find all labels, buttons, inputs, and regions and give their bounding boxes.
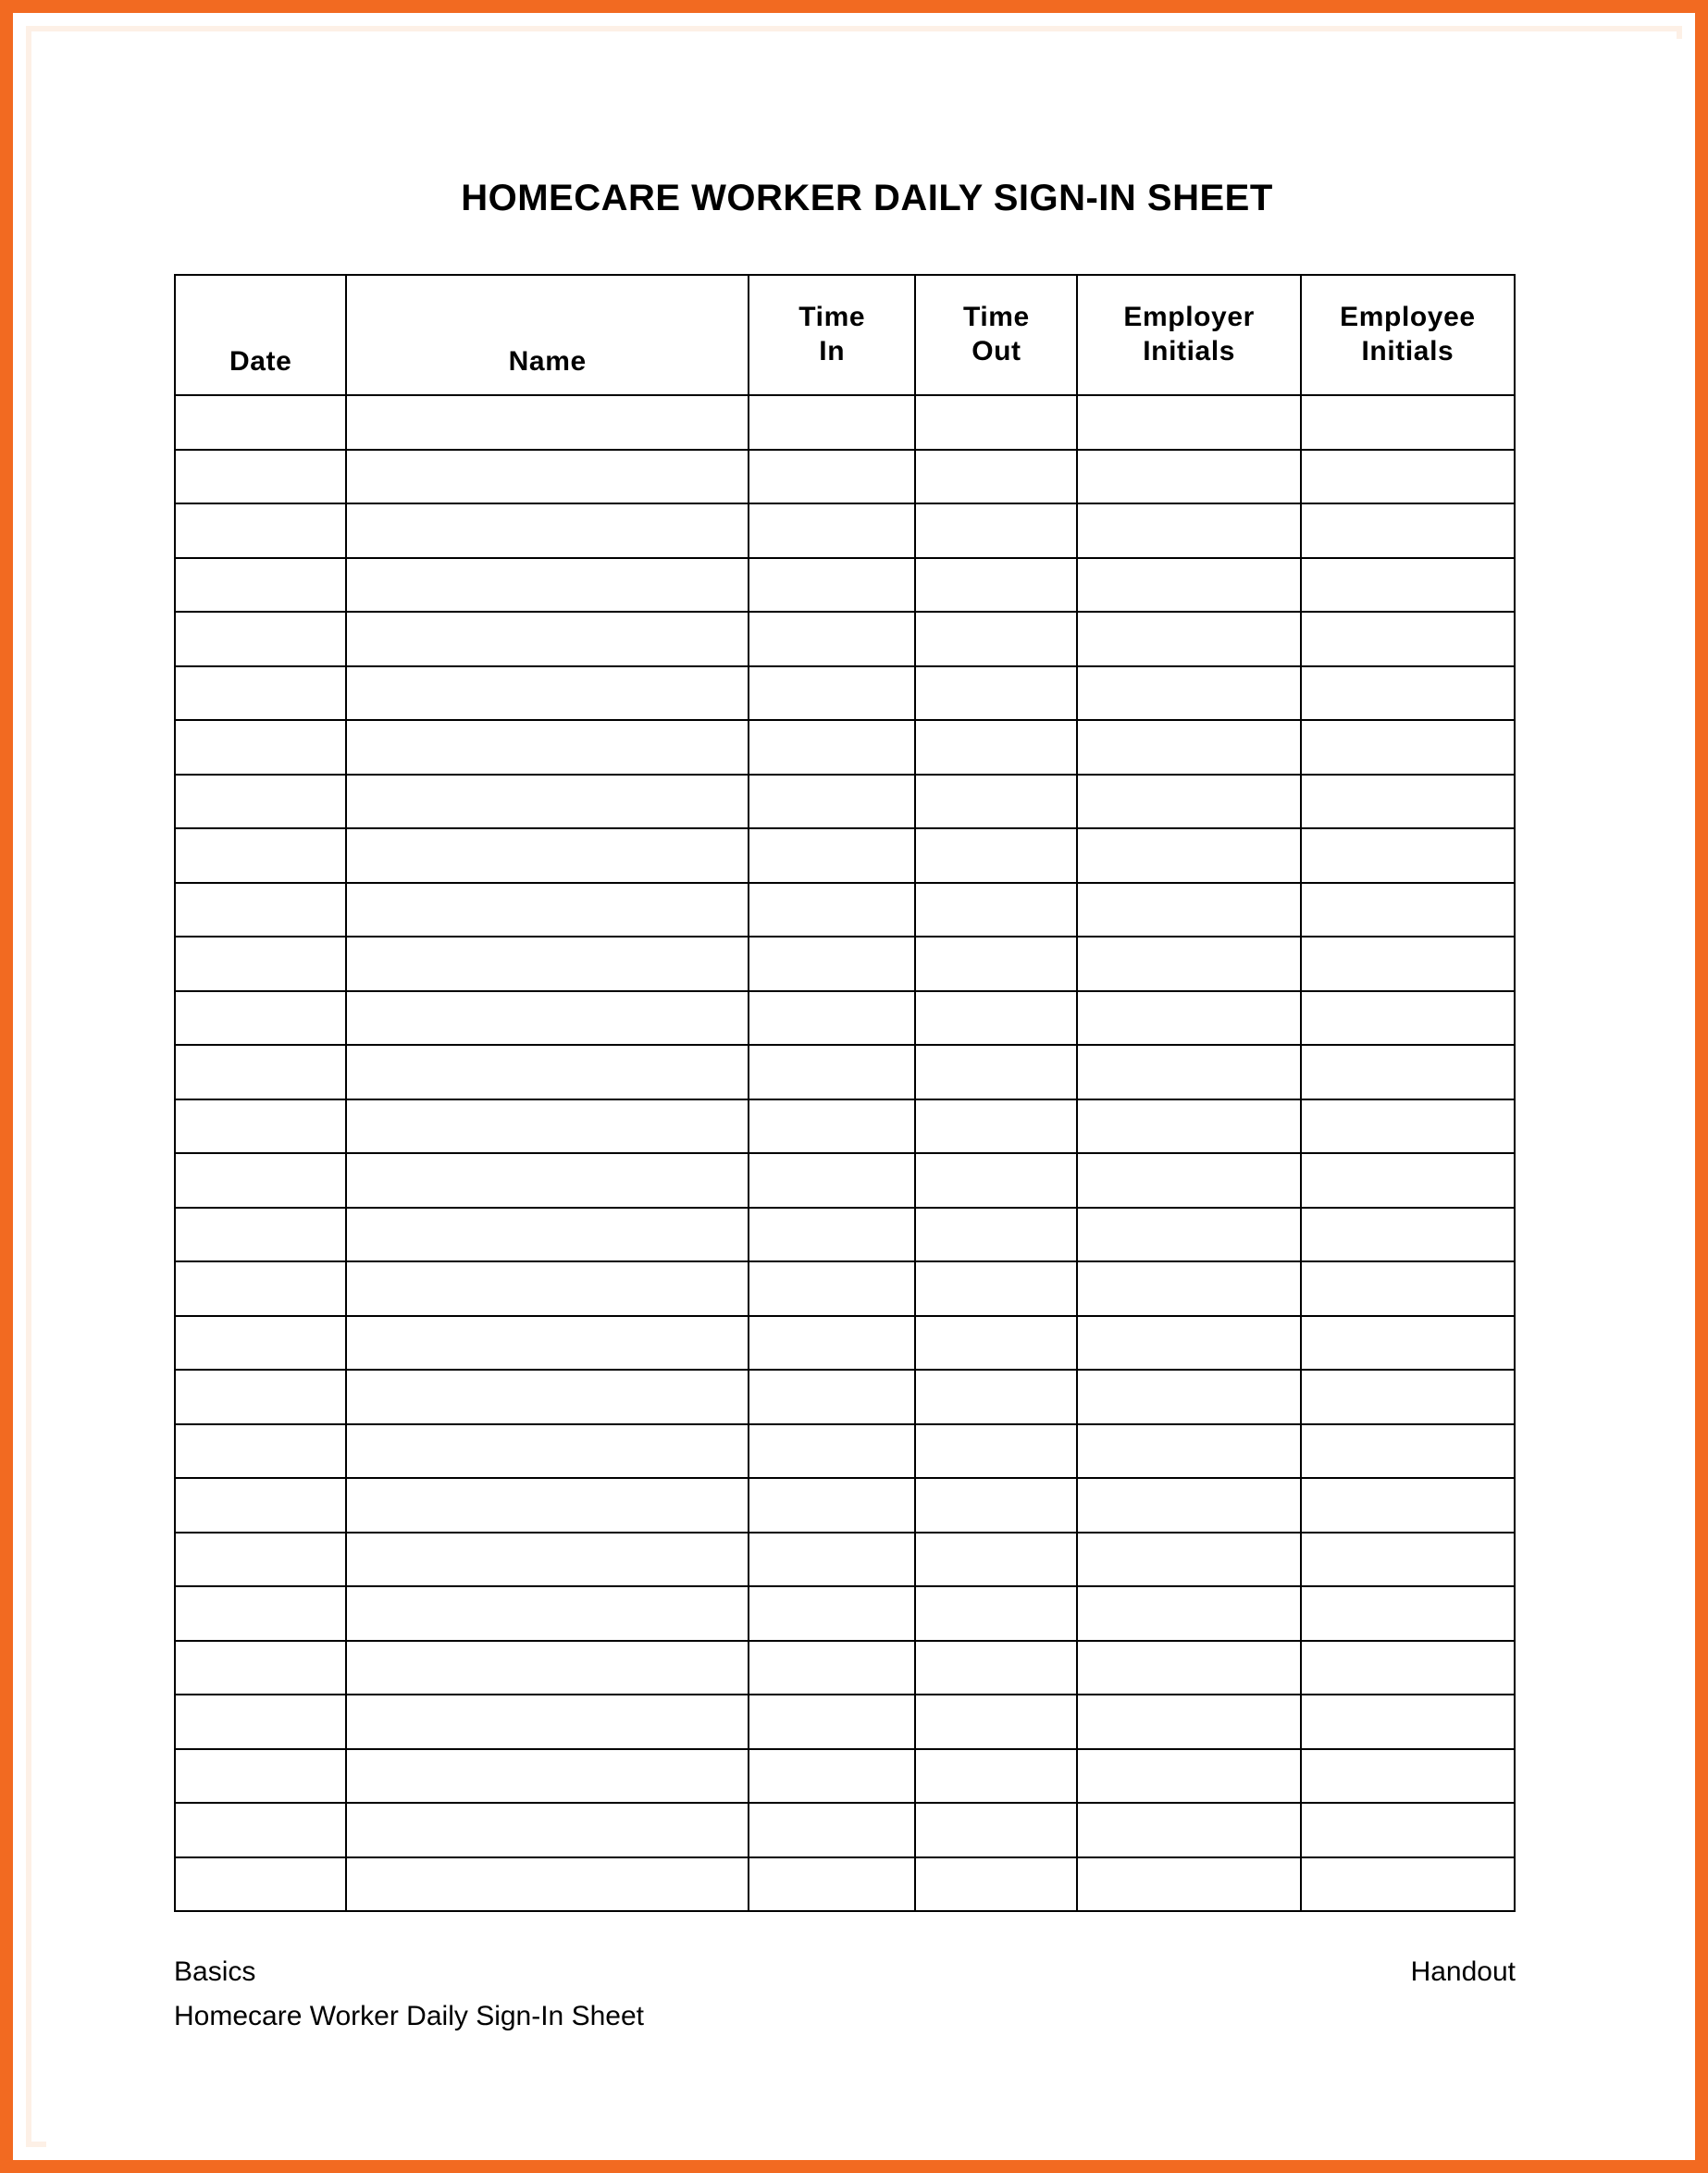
cell-date[interactable] — [175, 1099, 346, 1154]
cell-time-in[interactable] — [749, 1370, 915, 1424]
cell-employee-initials[interactable] — [1301, 1099, 1515, 1154]
cell-date[interactable] — [175, 1695, 346, 1749]
cell-date[interactable] — [175, 1478, 346, 1533]
table-row — [175, 937, 1515, 991]
cell-employer-initials[interactable] — [1077, 612, 1300, 666]
cell-employee-initials[interactable] — [1301, 1424, 1515, 1479]
table-header — [175, 275, 1515, 395]
cell-date[interactable] — [175, 883, 346, 937]
column-header-employee-line2: Initials — [1361, 336, 1454, 366]
table-row — [175, 1749, 1515, 1804]
column-header-time-in — [749, 275, 915, 395]
cell-employer-initials[interactable] — [1077, 1749, 1300, 1804]
column-header-name: Name — [346, 275, 749, 395]
cell-employee-initials[interactable] — [1301, 1316, 1515, 1371]
cell-employer-initials[interactable] — [1077, 1261, 1300, 1316]
cell-employee-initials[interactable] — [1301, 1478, 1515, 1533]
cell-employer-initials[interactable] — [1077, 720, 1300, 775]
cell-employer-initials[interactable] — [1077, 1586, 1300, 1641]
cell-time-in[interactable] — [749, 1099, 915, 1154]
cell-name[interactable] — [346, 937, 749, 991]
cell-date[interactable] — [175, 1316, 346, 1371]
cell-name[interactable] — [346, 503, 749, 558]
cell-name[interactable] — [346, 1153, 749, 1208]
cell-time-out[interactable] — [915, 1857, 1077, 1912]
cell-name[interactable] — [346, 558, 749, 613]
column-header-time-in-line2: In — [819, 336, 846, 366]
cell-employer-initials[interactable] — [1077, 503, 1300, 558]
table-row — [175, 1370, 1515, 1424]
cell-name[interactable] — [346, 612, 749, 666]
table-row — [175, 1153, 1515, 1208]
cell-name[interactable] — [346, 1045, 749, 1099]
cell-name[interactable] — [346, 1316, 749, 1371]
cell-time-in[interactable] — [749, 937, 915, 991]
cell-employer-initials[interactable] — [1077, 1803, 1300, 1857]
cell-name[interactable] — [346, 1857, 749, 1912]
table-row — [175, 1478, 1515, 1533]
cell-time-out[interactable] — [915, 666, 1077, 721]
cell-employer-initials[interactable] — [1077, 1533, 1300, 1587]
cell-time-in[interactable] — [749, 991, 915, 1046]
table-row — [175, 1857, 1515, 1912]
cell-employee-initials[interactable] — [1301, 612, 1515, 666]
cell-employee-initials[interactable] — [1301, 1045, 1515, 1099]
cell-employer-initials[interactable] — [1077, 828, 1300, 883]
cell-employee-initials[interactable] — [1301, 1261, 1515, 1316]
table-row — [175, 395, 1515, 450]
cell-time-out[interactable] — [915, 883, 1077, 937]
cell-date[interactable] — [175, 991, 346, 1046]
cell-time-out[interactable] — [915, 503, 1077, 558]
cell-time-in[interactable] — [749, 1261, 915, 1316]
cell-time-out[interactable] — [915, 1478, 1077, 1533]
cell-employee-initials[interactable] — [1301, 720, 1515, 775]
table-row — [175, 991, 1515, 1046]
table-row — [175, 503, 1515, 558]
column-header-time-out-line2: Out — [972, 336, 1021, 366]
cell-time-out[interactable] — [915, 1533, 1077, 1587]
cell-time-out[interactable] — [915, 1208, 1077, 1262]
cell-time-out[interactable] — [915, 1641, 1077, 1695]
cell-employer-initials[interactable] — [1077, 1478, 1300, 1533]
cell-date[interactable] — [175, 666, 346, 721]
cell-employee-initials[interactable] — [1301, 1749, 1515, 1804]
cell-date[interactable] — [175, 775, 346, 829]
cell-name[interactable] — [346, 720, 749, 775]
table-body — [175, 395, 1515, 1911]
cell-employee-initials[interactable] — [1301, 1533, 1515, 1587]
cell-time-out[interactable] — [915, 1695, 1077, 1749]
cell-employee-initials[interactable] — [1301, 1208, 1515, 1262]
cell-time-out[interactable] — [915, 1424, 1077, 1479]
cell-time-out[interactable] — [915, 937, 1077, 991]
table-row — [175, 1099, 1515, 1154]
cell-time-out[interactable] — [915, 1099, 1077, 1154]
cell-time-out[interactable] — [915, 720, 1077, 775]
cell-employer-initials[interactable] — [1077, 1153, 1300, 1208]
cell-employer-initials[interactable] — [1077, 450, 1300, 504]
cell-employer-initials[interactable] — [1077, 937, 1300, 991]
cell-time-in[interactable] — [749, 775, 915, 829]
cell-employer-initials[interactable] — [1077, 1695, 1300, 1749]
cell-employer-initials[interactable] — [1077, 1424, 1300, 1479]
column-header-employer-initials — [1077, 275, 1300, 395]
page-title: HOMECARE WORKER DAILY SIGN-IN SHEET — [461, 178, 1273, 218]
table-row — [175, 828, 1515, 883]
cell-employer-initials[interactable] — [1077, 775, 1300, 829]
table-row — [175, 1641, 1515, 1695]
cell-date[interactable] — [175, 1641, 346, 1695]
cell-date[interactable] — [175, 1153, 346, 1208]
cell-date[interactable] — [175, 1857, 346, 1912]
cell-date[interactable] — [175, 937, 346, 991]
cell-date[interactable] — [175, 1261, 346, 1316]
cell-time-out[interactable] — [915, 1045, 1077, 1099]
cell-time-in[interactable] — [749, 395, 915, 450]
cell-employee-initials[interactable] — [1301, 395, 1515, 450]
cell-time-in[interactable] — [749, 1803, 915, 1857]
footer-right-label: Handout — [1410, 1956, 1516, 1987]
cell-date[interactable] — [175, 395, 346, 450]
table-row — [175, 1316, 1515, 1371]
cell-time-in[interactable] — [749, 1857, 915, 1912]
cell-name[interactable] — [346, 666, 749, 721]
table-row — [175, 450, 1515, 504]
cell-time-in[interactable] — [749, 450, 915, 504]
cell-employer-initials[interactable] — [1077, 558, 1300, 613]
cell-date[interactable] — [175, 1045, 346, 1099]
table-row — [175, 775, 1515, 829]
cell-time-out[interactable] — [915, 612, 1077, 666]
column-header-date: Date — [175, 275, 346, 395]
cell-name[interactable] — [346, 450, 749, 504]
table-row — [175, 1586, 1515, 1641]
table-row — [175, 1533, 1515, 1587]
cell-time-in[interactable] — [749, 612, 915, 666]
cell-employee-initials[interactable] — [1301, 1803, 1515, 1857]
cell-name[interactable] — [346, 1803, 749, 1857]
column-header-employer-line1: Employer — [1123, 302, 1255, 333]
cell-employee-initials[interactable] — [1301, 1641, 1515, 1695]
cell-name[interactable] — [346, 1099, 749, 1154]
cell-name[interactable] — [346, 1261, 749, 1316]
cell-time-in[interactable] — [749, 828, 915, 883]
cell-time-out[interactable] — [915, 775, 1077, 829]
cell-date[interactable] — [175, 1533, 346, 1587]
cell-date[interactable] — [175, 1586, 346, 1641]
table-row — [175, 666, 1515, 721]
table-row — [175, 612, 1515, 666]
footer-top-row — [174, 1956, 1516, 1988]
cell-name[interactable] — [346, 1208, 749, 1262]
table-row — [175, 883, 1515, 937]
cell-time-out[interactable] — [915, 1316, 1077, 1371]
document-sheet — [46, 39, 1688, 2153]
cell-time-in[interactable] — [749, 1695, 915, 1749]
cell-date[interactable] — [175, 1803, 346, 1857]
cell-employee-initials[interactable] — [1301, 558, 1515, 613]
column-header-employer-line2: Initials — [1143, 336, 1236, 366]
table-row — [175, 1695, 1515, 1749]
cell-employee-initials[interactable] — [1301, 666, 1515, 721]
cell-employee-initials[interactable] — [1301, 937, 1515, 991]
table-row — [175, 1208, 1515, 1262]
cell-employee-initials[interactable] — [1301, 1857, 1515, 1912]
column-header-employee-initials — [1301, 275, 1515, 395]
column-header-time-in-line1: Time — [798, 302, 866, 333]
table-row — [175, 720, 1515, 775]
column-header-time-out — [915, 275, 1077, 395]
cell-employee-initials[interactable] — [1301, 1153, 1515, 1208]
cell-name[interactable] — [346, 1424, 749, 1479]
cell-date[interactable] — [175, 1370, 346, 1424]
cell-time-out[interactable] — [915, 1261, 1077, 1316]
cell-employer-initials[interactable] — [1077, 1045, 1300, 1099]
cell-time-out[interactable] — [915, 1370, 1077, 1424]
cell-time-out[interactable] — [915, 395, 1077, 450]
table-row — [175, 1424, 1515, 1479]
cell-name[interactable] — [346, 395, 749, 450]
cell-name[interactable] — [346, 1533, 749, 1587]
cell-name[interactable] — [346, 1641, 749, 1695]
cell-employee-initials[interactable] — [1301, 991, 1515, 1046]
cell-employer-initials[interactable] — [1077, 1316, 1300, 1371]
cell-time-in[interactable] — [749, 1208, 915, 1262]
cell-employer-initials[interactable] — [1077, 1099, 1300, 1154]
document-footer — [174, 1956, 1516, 2032]
cell-time-out[interactable] — [915, 1803, 1077, 1857]
cell-time-in[interactable] — [749, 1641, 915, 1695]
cell-date[interactable] — [175, 1749, 346, 1804]
cell-time-in[interactable] — [749, 1478, 915, 1533]
table-row — [175, 1045, 1515, 1099]
cell-name[interactable] — [346, 1478, 749, 1533]
cell-time-in[interactable] — [749, 1424, 915, 1479]
cell-employee-initials[interactable] — [1301, 1695, 1515, 1749]
cell-time-out[interactable] — [915, 991, 1077, 1046]
cell-name[interactable] — [346, 1370, 749, 1424]
cell-employee-initials[interactable] — [1301, 1370, 1515, 1424]
table-header-row — [175, 275, 1515, 395]
cell-date[interactable] — [175, 720, 346, 775]
cell-name[interactable] — [346, 775, 749, 829]
cell-time-in[interactable] — [749, 1749, 915, 1804]
cell-employer-initials[interactable] — [1077, 883, 1300, 937]
column-header-employee-line1: Employee — [1340, 302, 1476, 333]
cell-name[interactable] — [346, 1749, 749, 1804]
cell-name[interactable] — [346, 828, 749, 883]
cell-time-in[interactable] — [749, 1586, 915, 1641]
cell-name[interactable] — [346, 1586, 749, 1641]
cell-time-out[interactable] — [915, 558, 1077, 613]
cell-employee-initials[interactable] — [1301, 828, 1515, 883]
cell-employer-initials[interactable] — [1077, 395, 1300, 450]
cell-employer-initials[interactable] — [1077, 1641, 1300, 1695]
cell-time-out[interactable] — [915, 1749, 1077, 1804]
table-row — [175, 558, 1515, 613]
column-header-time-out-line1: Time — [962, 302, 1030, 333]
cell-employer-initials[interactable] — [1077, 1370, 1300, 1424]
cell-date[interactable] — [175, 1424, 346, 1479]
footer-left-line1: Basics — [174, 1956, 256, 1987]
cell-date[interactable] — [175, 612, 346, 666]
cell-employee-initials[interactable] — [1301, 775, 1515, 829]
cell-date[interactable] — [175, 558, 346, 613]
cell-time-in[interactable] — [749, 1533, 915, 1587]
cell-date[interactable] — [175, 828, 346, 883]
table-row — [175, 1261, 1515, 1316]
cell-time-out[interactable] — [915, 828, 1077, 883]
cell-employee-initials[interactable] — [1301, 503, 1515, 558]
cell-name[interactable] — [346, 1695, 749, 1749]
cell-date[interactable] — [175, 450, 346, 504]
cell-date[interactable] — [175, 503, 346, 558]
cell-employer-initials[interactable] — [1077, 1208, 1300, 1262]
cell-time-in[interactable] — [749, 1153, 915, 1208]
cell-time-in[interactable] — [749, 558, 915, 613]
cell-employee-initials[interactable] — [1301, 883, 1515, 937]
cell-time-out[interactable] — [915, 1153, 1077, 1208]
cell-time-in[interactable] — [749, 1316, 915, 1371]
footer-left-line2: Homecare Worker Daily Sign-In Sheet — [174, 2001, 644, 2031]
cell-employer-initials[interactable] — [1077, 1857, 1300, 1912]
cell-time-in[interactable] — [749, 883, 915, 937]
cell-time-in[interactable] — [749, 503, 915, 558]
cell-time-out[interactable] — [915, 1586, 1077, 1641]
table-row — [175, 1803, 1515, 1857]
cell-time-in[interactable] — [749, 1045, 915, 1099]
cell-employer-initials[interactable] — [1077, 991, 1300, 1046]
cell-name[interactable] — [346, 991, 749, 1046]
cell-employer-initials[interactable] — [1077, 666, 1300, 721]
cell-employee-initials[interactable] — [1301, 1586, 1515, 1641]
cell-employee-initials[interactable] — [1301, 450, 1515, 504]
cell-name[interactable] — [346, 883, 749, 937]
cell-time-in[interactable] — [749, 720, 915, 775]
cell-date[interactable] — [175, 1208, 346, 1262]
sign-in-table — [174, 274, 1516, 1912]
cell-time-in[interactable] — [749, 666, 915, 721]
cell-time-out[interactable] — [915, 450, 1077, 504]
